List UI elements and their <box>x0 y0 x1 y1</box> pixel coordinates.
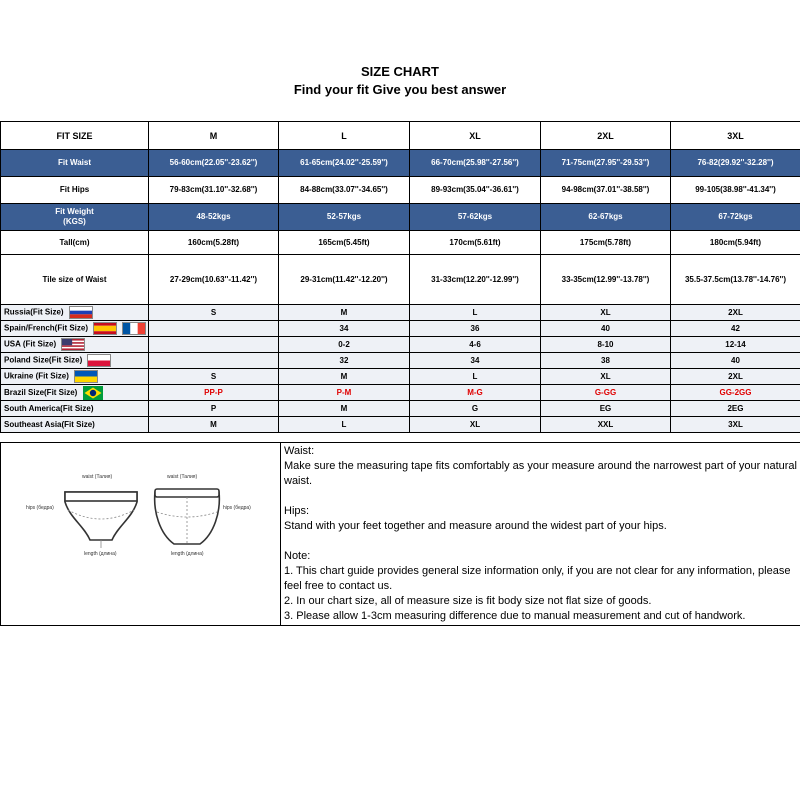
tall-row <box>1 231 800 255</box>
spain-flag-icon <box>93 322 117 335</box>
france-flag-icon <box>122 322 146 335</box>
table-cell: 175cm(5.78ft) <box>541 231 671 255</box>
table-cell: 2EG <box>671 401 800 417</box>
table-cell: L <box>410 305 541 321</box>
table-cell: 48-52kgs <box>149 204 279 231</box>
tile-waist-row <box>1 255 800 305</box>
page-subtitle: Find your fit Give you best answer <box>293 82 507 97</box>
size-header: L <box>279 122 410 150</box>
spacer <box>284 489 797 504</box>
region-label: Brazil Size(Fit Size) <box>4 387 78 397</box>
row-label <box>1 204 149 231</box>
table-cell: EG <box>541 401 671 417</box>
table-cell: 66-70cm(25.98''-27.56'') <box>410 150 541 177</box>
fit-size-header: FIT SIZE <box>1 122 149 150</box>
table-cell: 84-88cm(33.07''-34.65'') <box>279 177 410 204</box>
waist-title: Waist: <box>284 445 315 457</box>
row-label <box>1 353 149 369</box>
size-header: M <box>149 122 279 150</box>
table-cell: 0-2 <box>279 337 410 353</box>
table-cell: 89-93cm(35.04''-36.61'') <box>410 177 541 204</box>
region-label: Ukraine (Fit Size) <box>4 371 69 381</box>
table-cell: 35.5-37.5cm(13.78''-14.76'') <box>671 255 800 305</box>
size-table <box>0 121 800 433</box>
table-cell: 99-105(38.98''-41.34'') <box>671 177 800 204</box>
table-cell: XL <box>541 305 671 321</box>
table-cell: M <box>279 305 410 321</box>
region-row-russia <box>1 305 800 321</box>
hips-label-left: hips (бедра) <box>26 505 54 511</box>
row-label: Tile size of Waist <box>1 255 149 305</box>
row-label <box>1 305 149 321</box>
table-cell: XL <box>541 369 671 385</box>
table-cell: S <box>149 369 279 385</box>
table-cell: 160cm(5.28ft) <box>149 231 279 255</box>
region-row-spain-french <box>1 321 800 337</box>
waist-text: Make sure the measuring tape fits comfortably as your measure around the narrowest part of your natural waist. <box>284 460 797 487</box>
table-cell: 32 <box>279 353 410 369</box>
table-cell: M <box>279 369 410 385</box>
table-cell: 42 <box>671 321 800 337</box>
measurement-notes <box>281 443 800 626</box>
table-cell: PP-P <box>149 385 279 401</box>
table-cell: 2XL <box>671 369 800 385</box>
hips-text: Stand with your feet together and measure around the widest part of your hips. <box>284 520 667 532</box>
size-header: XL <box>410 122 541 150</box>
table-cell: XXL <box>541 417 671 433</box>
table-cell: M <box>279 401 410 417</box>
table-cell: 165cm(5.45ft) <box>279 231 410 255</box>
table-cell: L <box>279 417 410 433</box>
measurement-guide <box>0 442 800 626</box>
spacer <box>284 534 797 549</box>
weight-label: Fit Weight <box>55 207 94 216</box>
table-cell <box>149 337 279 353</box>
table-cell: 34 <box>410 353 541 369</box>
table-cell: 67-72kgs <box>671 204 800 231</box>
table-cell: 33-35cm(12.99''-13.78'') <box>541 255 671 305</box>
table-cell: 57-62kgs <box>410 204 541 231</box>
table-cell: 38 <box>541 353 671 369</box>
table-cell: 40 <box>671 353 800 369</box>
table-cell: P <box>149 401 279 417</box>
page-title: SIZE CHART <box>361 64 439 79</box>
length-label-right: length (длина) <box>171 551 204 557</box>
table-cell <box>149 321 279 337</box>
ukraine-flag-icon <box>74 370 98 383</box>
row-label: Southeast Asia(Fit Size) <box>1 417 149 433</box>
table-cell: M <box>149 417 279 433</box>
table-cell: 71-75cm(27.95''-29.53'') <box>541 150 671 177</box>
table-cell: 34 <box>279 321 410 337</box>
brief-front-illustration <box>62 488 140 550</box>
region-row-brazil <box>1 385 800 401</box>
size-header: 3XL <box>671 122 800 150</box>
table-cell: GG-2GG <box>671 385 800 401</box>
table-cell: 62-67kgs <box>541 204 671 231</box>
waist-label-left: waist (Талия) <box>82 474 113 480</box>
note-3: 3. Please allow 1-3cm measuring difference due to manual measurement and cut of handwork. <box>284 610 746 622</box>
table-cell: 8-10 <box>541 337 671 353</box>
region-label: Russia(Fit Size) <box>4 307 64 317</box>
table-cell: 36 <box>410 321 541 337</box>
table-cell: 2XL <box>671 305 800 321</box>
size-header: 2XL <box>541 122 671 150</box>
usa-flag-icon <box>61 338 85 351</box>
table-cell: 79-83cm(31.10''-32.68'') <box>149 177 279 204</box>
russia-flag-icon <box>69 306 93 319</box>
table-cell: L <box>410 369 541 385</box>
table-cell: 94-98cm(37.01''-38.58'') <box>541 177 671 204</box>
table-cell: 56-60cm(22.05''-23.62'') <box>149 150 279 177</box>
fit-hips-row <box>1 177 800 204</box>
hips-title: Hips: <box>284 505 310 517</box>
fit-waist-row <box>1 150 800 177</box>
table-cell: XL <box>410 417 541 433</box>
row-label: Fit Hips <box>1 177 149 204</box>
row-label <box>1 385 149 401</box>
row-label: Tall(cm) <box>1 231 149 255</box>
row-label: South America(Fit Size) <box>1 401 149 417</box>
table-cell: 180cm(5.94ft) <box>671 231 800 255</box>
table-cell: 12-14 <box>671 337 800 353</box>
table-cell: 31-33cm(12.20''-12.99'') <box>410 255 541 305</box>
table-cell: 4-6 <box>410 337 541 353</box>
measurement-diagram <box>2 444 279 624</box>
region-row-ukraine <box>1 369 800 385</box>
region-label: Spain/French(Fit Size) <box>4 323 89 333</box>
row-label: Fit Waist <box>1 150 149 177</box>
table-cell: 61-65cm(24.02''-25.59'') <box>279 150 410 177</box>
table-cell: 29-31cm(11.42''-12.20'') <box>279 255 410 305</box>
hips-label-right: hips (бедра) <box>223 505 251 511</box>
note-2: 2. In our chart size, all of measure size is fit body size not flat size of goods. <box>284 595 652 607</box>
table-cell: S <box>149 305 279 321</box>
waist-label-right: waist (Талия) <box>167 474 198 480</box>
region-label: USA (Fit Size) <box>4 339 57 349</box>
region-row-south-america <box>1 401 800 417</box>
table-cell: 40 <box>541 321 671 337</box>
row-label <box>1 369 149 385</box>
row-label <box>1 337 149 353</box>
poland-flag-icon <box>87 354 111 367</box>
row-label <box>1 321 149 337</box>
table-cell: 52-57kgs <box>279 204 410 231</box>
table-cell <box>149 353 279 369</box>
region-row-southeast-asia <box>1 417 800 433</box>
measurement-diagram-cell <box>1 443 281 626</box>
table-cell: 76-82(29.92''-32.28'') <box>671 150 800 177</box>
table-cell: G-GG <box>541 385 671 401</box>
brief-back-illustration <box>152 486 222 552</box>
region-label: Poland Size(Fit Size) <box>4 355 83 365</box>
note-1: 1. This chart guide provides general size information only, if you are not clear for any information, please feel free to contact us. <box>284 565 791 592</box>
table-cell: 3XL <box>671 417 800 433</box>
note-title: Note: <box>284 550 311 562</box>
table-cell: G <box>410 401 541 417</box>
table-cell: P-M <box>279 385 410 401</box>
region-row-usa <box>1 337 800 353</box>
table-header-row <box>1 122 800 150</box>
table-cell: 27-29cm(10.63''-11.42'') <box>149 255 279 305</box>
region-row-poland <box>1 353 800 369</box>
fit-weight-row <box>1 204 800 231</box>
table-cell: M-G <box>410 385 541 401</box>
table-cell: 170cm(5.61ft) <box>410 231 541 255</box>
brazil-flag-icon <box>83 386 103 400</box>
weight-unit: (KGS) <box>63 217 86 226</box>
length-label-left: length (длина) <box>84 551 117 557</box>
